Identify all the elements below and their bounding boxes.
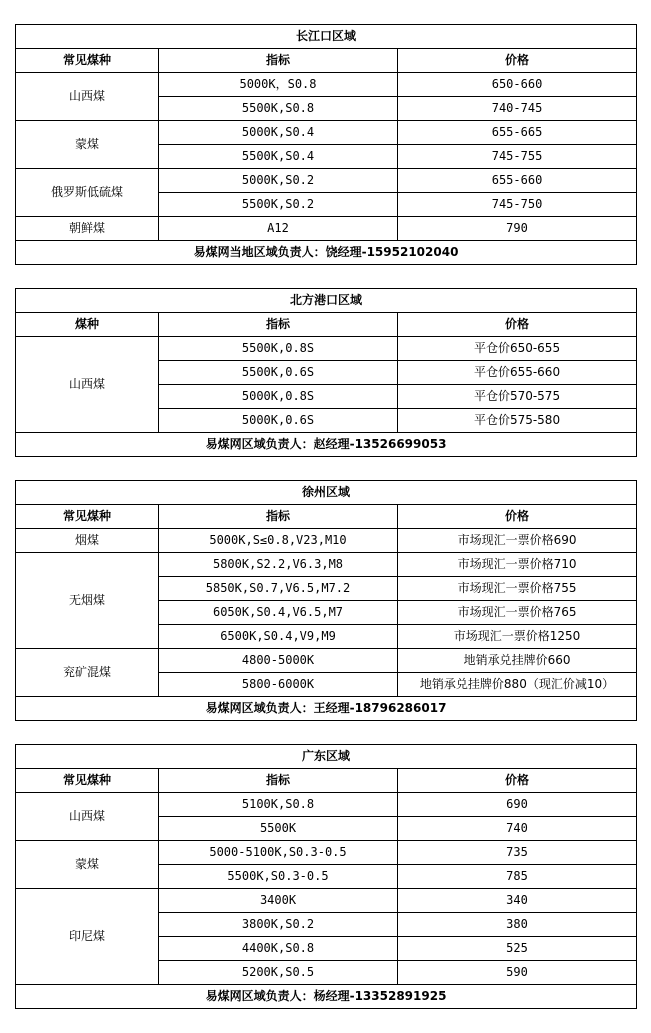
price-cell: 525: [398, 937, 637, 961]
north-port-region-table: [15, 288, 637, 457]
spec-cell: 5100K,S0.8: [159, 793, 398, 817]
table-title: 北方港口区域: [16, 289, 637, 313]
price-cell: 340: [398, 889, 637, 913]
spec-cell: 5000K,S0.2: [159, 169, 398, 193]
spec-cell: 5500K,0.6S: [159, 361, 398, 385]
table-title: 广东区域: [16, 745, 637, 769]
spec-cell: 5000K,0.8S: [159, 385, 398, 409]
coal-type-cell: 印尼煤: [16, 889, 159, 985]
spec-cell: 5200K,S0.5: [159, 961, 398, 985]
header-coal-type: 煤种: [16, 313, 159, 337]
spec-cell: 5800K,S2.2,V6.3,M8: [159, 553, 398, 577]
spec-cell: 4400K,S0.8: [159, 937, 398, 961]
price-cell: 市场现汇一票价格1250: [398, 625, 637, 649]
table-title: 长江口区域: [16, 25, 637, 49]
region-contact: 易煤网区域负责人：赵经理-13526699053: [16, 433, 637, 457]
coal-type-cell: 朝鲜煤: [16, 217, 159, 241]
price-cell: 380: [398, 913, 637, 937]
price-cell: 650-660: [398, 73, 637, 97]
spec-cell: 5500K,0.8S: [159, 337, 398, 361]
changjiang-region-table: [15, 24, 637, 265]
guangdong-region-table: [15, 744, 637, 1009]
header-price: 价格: [398, 313, 637, 337]
spec-cell: 4800-5000K: [159, 649, 398, 673]
spec-cell: 5500K: [159, 817, 398, 841]
price-cell: 平仓价570-575: [398, 385, 637, 409]
price-cell: 785: [398, 865, 637, 889]
spec-cell: 5000-5100K,S0.3-0.5: [159, 841, 398, 865]
header-coal-type: 常见煤种: [16, 769, 159, 793]
coal-type-cell: 无烟煤: [16, 553, 159, 649]
coal-type-cell: 山西煤: [16, 337, 159, 433]
spec-cell: 5000K,S≤0.8,V23,M10: [159, 529, 398, 553]
spec-cell: 5000K,S0.4: [159, 121, 398, 145]
header-price: 价格: [398, 505, 637, 529]
spec-cell: 3800K,S0.2: [159, 913, 398, 937]
spec-cell: 5500K,S0.3-0.5: [159, 865, 398, 889]
price-cell: 平仓价650-655: [398, 337, 637, 361]
header-coal-type: 常见煤种: [16, 49, 159, 73]
price-cell: 740: [398, 817, 637, 841]
region-contact: 易煤网区域负责人：王经理-18796286017: [16, 697, 637, 721]
spec-cell: 5500K,S0.8: [159, 97, 398, 121]
header-price: 价格: [398, 49, 637, 73]
spec-cell: 3400K: [159, 889, 398, 913]
header-coal-type: 常见煤种: [16, 505, 159, 529]
spec-cell: A12: [159, 217, 398, 241]
coal-type-cell: 俄罗斯低硫煤: [16, 169, 159, 217]
spec-cell: 5500K,S0.2: [159, 193, 398, 217]
price-cell: 655-665: [398, 121, 637, 145]
header-spec: 指标: [159, 505, 398, 529]
coal-type-cell: 兖矿混煤: [16, 649, 159, 697]
price-cell: 地销承兑挂牌价660: [398, 649, 637, 673]
header-price: 价格: [398, 769, 637, 793]
price-cell: 市场现汇一票价格755: [398, 577, 637, 601]
spec-cell: 6050K,S0.4,V6.5,M7: [159, 601, 398, 625]
price-cell: 740-745: [398, 97, 637, 121]
header-spec: 指标: [159, 769, 398, 793]
price-cell: 745-755: [398, 145, 637, 169]
region-contact: 易煤网当地区域负责人：饶经理-15952102040: [16, 241, 637, 265]
coal-type-cell: 蒙煤: [16, 841, 159, 889]
coal-type-cell: 山西煤: [16, 73, 159, 121]
price-cell: 平仓价655-660: [398, 361, 637, 385]
spec-cell: 5000K，S0.8: [159, 73, 398, 97]
price-cell: 790: [398, 217, 637, 241]
region-contact: 易煤网区域负责人：杨经理-13352891925: [16, 985, 637, 1009]
xuzhou-region-table: [15, 480, 637, 721]
spec-cell: 5000K,0.6S: [159, 409, 398, 433]
spec-cell: 5850K,S0.7,V6.5,M7.2: [159, 577, 398, 601]
spec-cell: 5500K,S0.4: [159, 145, 398, 169]
price-cell: 590: [398, 961, 637, 985]
price-cell: 市场现汇一票价格765: [398, 601, 637, 625]
price-cell: 平仓价575-580: [398, 409, 637, 433]
price-cell: 745-750: [398, 193, 637, 217]
header-spec: 指标: [159, 49, 398, 73]
price-cell: 690: [398, 793, 637, 817]
price-cell: 655-660: [398, 169, 637, 193]
price-cell: 735: [398, 841, 637, 865]
coal-type-cell: 烟煤: [16, 529, 159, 553]
header-spec: 指标: [159, 313, 398, 337]
coal-type-cell: 山西煤: [16, 793, 159, 841]
table-title: 徐州区域: [16, 481, 637, 505]
price-cell: 地销承兑挂牌价880（现汇价减10）: [398, 673, 637, 697]
spec-cell: 5800-6000K: [159, 673, 398, 697]
price-cell: 市场现汇一票价格690: [398, 529, 637, 553]
price-cell: 市场现汇一票价格710: [398, 553, 637, 577]
spec-cell: 6500K,S0.4,V9,M9: [159, 625, 398, 649]
coal-type-cell: 蒙煤: [16, 121, 159, 169]
